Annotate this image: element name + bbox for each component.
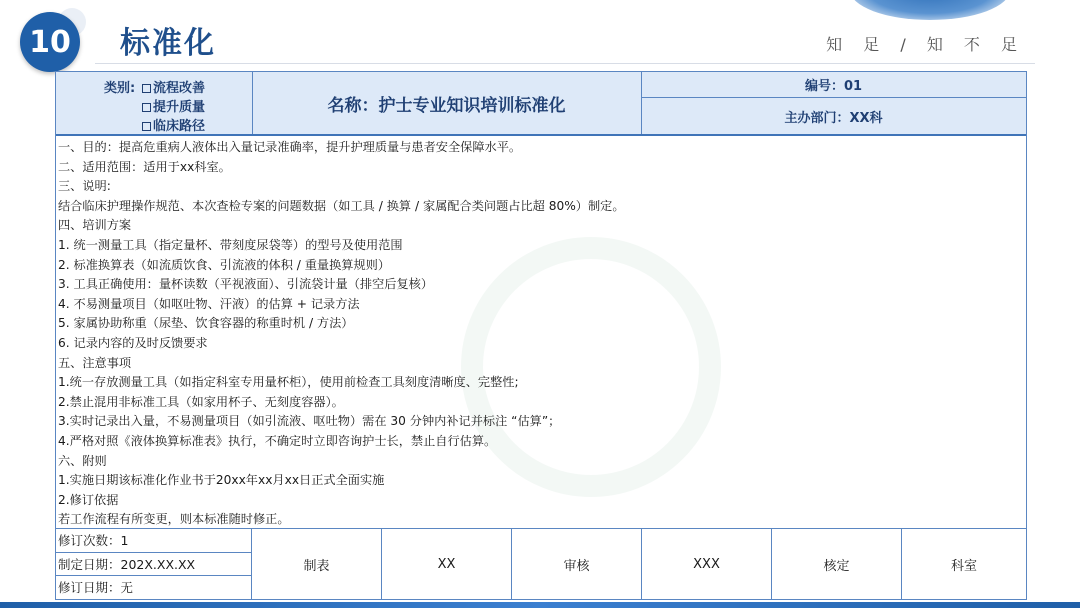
content-line: 1. 统一测量工具（指定量杯、带刻度尿袋等）的型号及使用范围	[58, 237, 403, 252]
form-header	[56, 72, 1026, 136]
content-line: 2. 标准换算表（如流质饮食、引流液的体积 / 重量换算规则）	[58, 257, 391, 272]
checkbox-icon	[142, 122, 151, 131]
content-line: 若工作流程有所变更，则本标准随时修正。	[58, 512, 290, 527]
content-line: 6. 记录内容的及时反馈要求	[58, 335, 208, 350]
made-date: 制定日期：202X.XX.XX	[56, 553, 252, 577]
checkbox-icon	[142, 84, 151, 93]
bottom-accent-bar	[0, 602, 1080, 608]
section-number-badge: 10	[20, 12, 80, 72]
content-line: 四、培训方案	[58, 218, 132, 233]
content-line: 一、目的：提高危重病人液体出入量记录准确率，提升护理质量与患者安全保障水平。	[58, 140, 522, 154]
form-department: 主办部门：XX科	[784, 110, 883, 126]
content-line: 二、适用范围：适用于xx科室。	[58, 159, 231, 174]
content-line: 5. 家属协助称重（尿垫、饮食容器的称重时机 / 方法）	[58, 316, 354, 331]
category-cell	[56, 72, 253, 134]
content-line: 1.实施日期该标准化作业书于20xx年xx月xx日正式全面实施	[58, 473, 385, 488]
footer-cell-tabulator: XX	[382, 529, 512, 600]
category-label: 类别:	[104, 81, 136, 96]
content-line: 六、附则	[58, 453, 107, 468]
footer-cell-review: 审核	[512, 529, 642, 600]
content-line: 五、注意事项	[58, 355, 132, 370]
revision-date: 修订日期：无	[56, 576, 252, 600]
category-option-quality: 提升质量	[142, 96, 205, 115]
revision-count: 修订次数：1	[56, 529, 252, 553]
footer-cell-reviewer: XXX	[642, 529, 772, 600]
content-line: 3.实时记录出入量，不易测量项目（如引流液、呕吐物）需在 30 分钟内补记并标注 “估算”；	[58, 414, 561, 429]
category-option-process: 流程改善	[142, 77, 205, 96]
form-number: 编号：01	[641, 72, 1026, 98]
content-line: 2.修订依据	[58, 492, 119, 507]
slogan-text: 知 足 / 知 不 足	[826, 35, 1025, 54]
content-line: 2.禁止混用非标准工具（如家用杯子、无刻度容器）。	[58, 394, 344, 409]
standardization-form	[55, 71, 1027, 600]
category-option-pathway: 临床路径	[142, 115, 205, 134]
content-line: 4. 不易测量项目（如呕吐物、汗液）的估算 + 记录方法	[58, 296, 360, 311]
page-title: 标准化	[120, 26, 216, 61]
form-meta	[641, 72, 1026, 134]
decorative-arc	[850, 0, 1010, 20]
footer-cell-tabulate: 制表	[252, 529, 382, 600]
form-footer	[56, 528, 1026, 600]
checkbox-icon	[142, 103, 151, 112]
content-line: 三、说明:	[58, 179, 111, 194]
content-line: 结合临床护理操作规范、本次查检专案的问题数据（如工具 / 换算 / 家属配合类问题占比超 80%）制定。	[58, 198, 625, 213]
content-line: 1.统一存放测量工具（如指定科室专用量杯柜），使用前检查工具刻度清晰度、完整性;	[58, 375, 519, 390]
footer-cell-department: 科室	[950, 559, 977, 574]
footer-cell-approve: 核定	[772, 529, 902, 600]
form-name: 名称：护士专业知识培训标准化	[252, 72, 642, 134]
header-divider	[95, 63, 1035, 64]
content-line: 4.严格对照《液体换算标准表》执行，不确定时立即咨询护士长，禁止自行估算。	[58, 433, 497, 448]
content-line: 3. 工具正确使用：量杯读数（平视液面）、引流袋计量（排空后复核）	[58, 277, 434, 292]
form-content	[58, 138, 1018, 530]
